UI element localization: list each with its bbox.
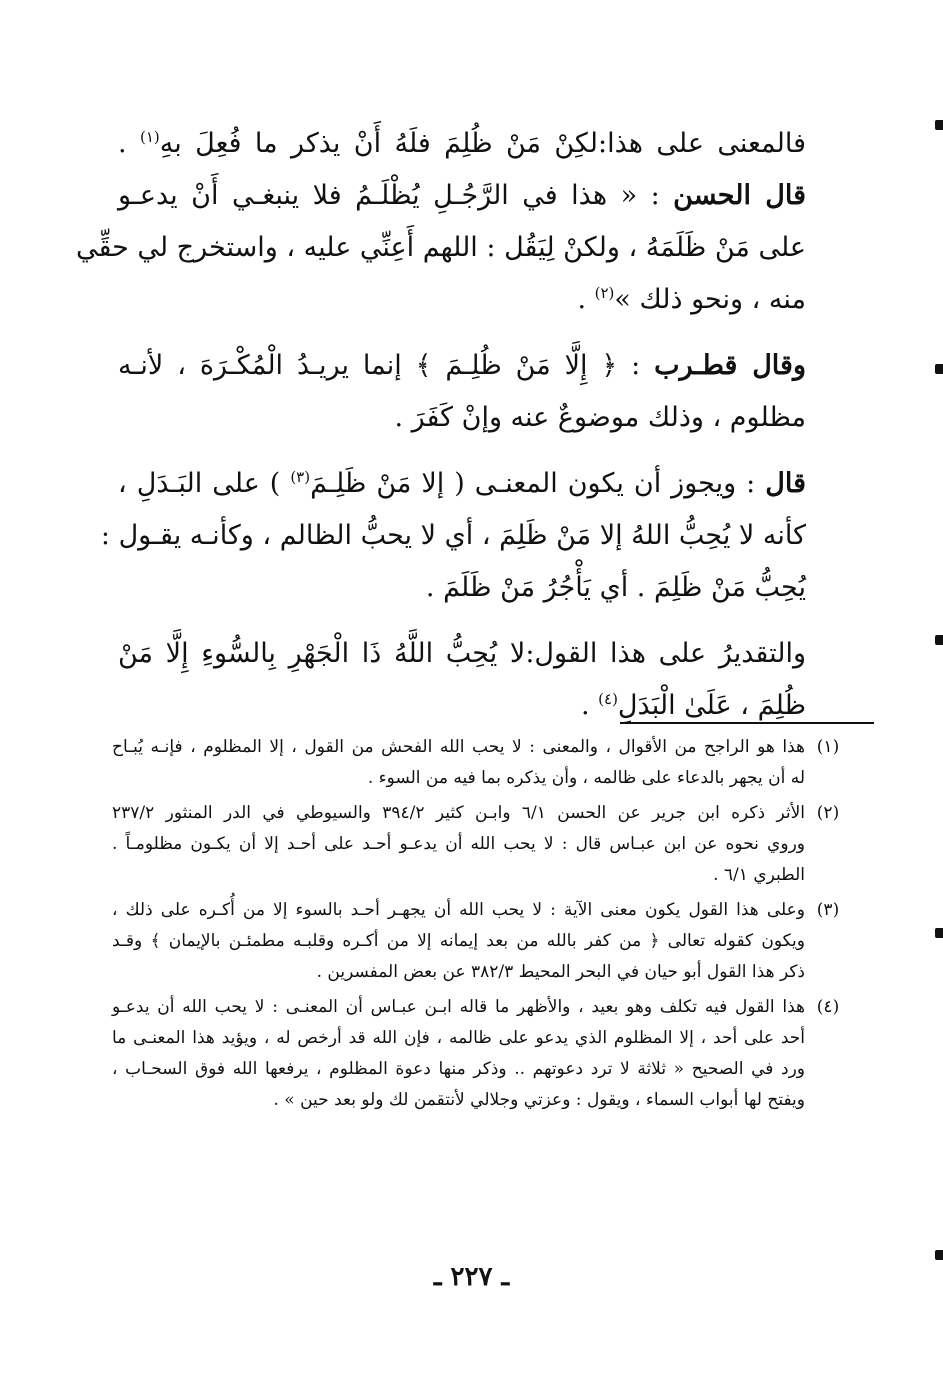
text-segment: يُحِبُّ مَنْ ظَلِمَ . أي يَأْجُرُ مَنْ ظَلَمَ . xyxy=(425,572,806,603)
footnotes-section xyxy=(112,732,851,1120)
text-segment: : ويجوز أن يكون المعنـى ( إلا مَنْ ظَلِـمَ xyxy=(310,468,766,499)
paragraph xyxy=(118,628,806,732)
text-segment: على مَنْ ظَلَمَهُ ، ولكنْ لِيَقُل : اللهم أَعِنِّي عليه ، واستخرج لي حقِّي xyxy=(75,232,806,263)
footnote-number: (١) xyxy=(816,737,840,757)
footnote-line: أحد على أحد ، إلا المظلوم الذي يدعو على ظالمه ، فإن الله قد أرخص له ، ويؤيد هذا المعنـى ما xyxy=(112,1028,805,1048)
text-segment: . xyxy=(580,690,599,721)
text-line xyxy=(118,392,806,444)
text-segment: ظُلِمَ ، عَلَىٰ الْبَدَلِ xyxy=(617,690,806,721)
footnote-line: هذا القول فيه تكلف وهو بعيد ، والأظهر ما قاله ابـن عبـاس أن المعنـى : لا يحب الله أن يدعـو xyxy=(112,997,805,1017)
text-segment: . xyxy=(577,284,595,315)
edge-mark xyxy=(935,635,943,645)
footnote xyxy=(112,732,851,794)
text-segment: : ﴿ إِلَّا مَنْ ظُلِـمَ ﴾ إنما يريـدُ الْمُكْـرَهَ ، لأنـه xyxy=(118,350,655,381)
footnote-line: وعلى هذا القول يكون معنى الآية : لا يحب الله أن يجهـر أحـد بالسوء إلا من أُكـره على ذلك ، xyxy=(112,900,805,920)
text-line xyxy=(118,170,806,222)
footnote-text xyxy=(112,992,805,1116)
footnote-text xyxy=(112,895,805,988)
footnote-text xyxy=(112,798,805,891)
speaker-name: قال xyxy=(765,468,806,499)
text-line xyxy=(118,274,806,326)
paragraph xyxy=(118,340,806,444)
paragraph xyxy=(100,458,806,614)
footnote xyxy=(112,798,851,891)
main-text xyxy=(75,118,807,746)
footnote-divider xyxy=(620,722,874,724)
text-segment: والتقديرُ على هذا القول:لا يُحِبُّ اللَّهُ ذَا الْجَهْرِ بِالسُّوءِ إِلَّا مَنْ xyxy=(118,638,806,669)
footnote-text xyxy=(112,732,805,794)
edge-mark xyxy=(935,1250,943,1260)
text-line xyxy=(118,118,806,170)
footnote xyxy=(112,992,851,1116)
footnote-number: (٢) xyxy=(816,803,840,823)
text-segment: فالمعنى على هذا:لكِنْ مَنْ ظُلِمَ فلَهُ أَنْ يذكر ما فُعِلَ بهِ xyxy=(159,128,806,159)
text-line xyxy=(118,562,806,614)
footnote-ref: (٢) xyxy=(594,284,615,302)
footnote xyxy=(112,895,851,988)
text-line xyxy=(118,628,806,680)
text-segment: منه ، ونحو ذلك » xyxy=(614,284,806,315)
text-line xyxy=(118,680,806,732)
footnote-ref: (١) xyxy=(139,128,160,146)
text-line xyxy=(118,458,806,510)
text-segment: ) على البَـدَلِ ، xyxy=(118,468,291,499)
footnote-line: ويفتح لها أبواب السماء ، ويقول : وعزتي وجلالي لأنتقمن لك ولو بعد حين » . xyxy=(273,1090,805,1110)
footnote-line: وروي نحوه عن ابن عبـاس قال : لا يحب الله أن يدعـو أحـد على أحـد إلا أن يكـون مظلومـاً . xyxy=(112,834,805,854)
footnote-line: الأثر ذكره ابن جرير عن الحسن ٦/١ وابـن كثير ٣٩٤/٢ والسيوطي في الدر المنثور ٢٣٧/٢ xyxy=(112,803,805,823)
footnote-ref: (٤) xyxy=(598,690,618,708)
footnote-line: له أن يجهر بالدعاء على ظالمه ، وأن يذكره بما فيه من السوء . xyxy=(367,768,805,788)
footnote-line: الطبري ٦/١ . xyxy=(713,865,805,885)
text-line xyxy=(75,222,806,274)
text-segment: : « هذا في الرَّجُـلِ يُظْلَـمُ فلا ينبغـي أَنْ يدعـو xyxy=(118,180,674,211)
speaker-name: وقال قطـرب xyxy=(654,350,806,381)
text-line xyxy=(100,510,806,562)
text-line xyxy=(118,340,806,392)
footnote-line: ويكون كقوله تعالى ﴿ من كفر بالله من بعد إيمانه إلا من أكـره وقلبـه مطمئـن بالإيمان ﴾ وقـد xyxy=(112,931,805,951)
edge-mark xyxy=(935,364,943,374)
edge-mark xyxy=(935,928,943,938)
footnote-ref: (٣) xyxy=(290,468,311,486)
footnote-line: ذكر هذا القول أبو حيان في البحر المحيط ٣٨٢/٣ عن بعض المفسرين . xyxy=(316,962,805,982)
footnote-line: هذا هو الراجح من الأقوال ، والمعنى : لا يحب الله الفحش من القول ، إلا المظلوم ، فإنـه يُبـاح xyxy=(112,737,805,757)
footnote-number: (٤) xyxy=(816,997,840,1017)
page-number: ـ ٢٢٧ ـ xyxy=(433,1262,510,1292)
footnote-line: ورد في الصحيح « ثلاثة لا ترد دعوتهم .. وذكر منها دعوة المظلوم ، يرفعها الله فوق السحـاب ، xyxy=(112,1059,805,1079)
paragraph xyxy=(75,118,807,326)
speaker-name: قال الحسن xyxy=(673,180,807,211)
text-segment: . xyxy=(118,128,140,159)
text-segment: كأنه لا يُحِبُّ اللهُ إلا مَنْ ظَلِمَ ، أي لا يحبُّ الظالم ، وكأنـه يقـول : xyxy=(100,520,806,551)
text-segment: مظلوم ، وذلك موضوعٌ عنه وإنْ كَفَرَ . xyxy=(394,402,806,433)
edge-mark xyxy=(935,120,943,130)
footnote-number: (٣) xyxy=(816,900,840,920)
